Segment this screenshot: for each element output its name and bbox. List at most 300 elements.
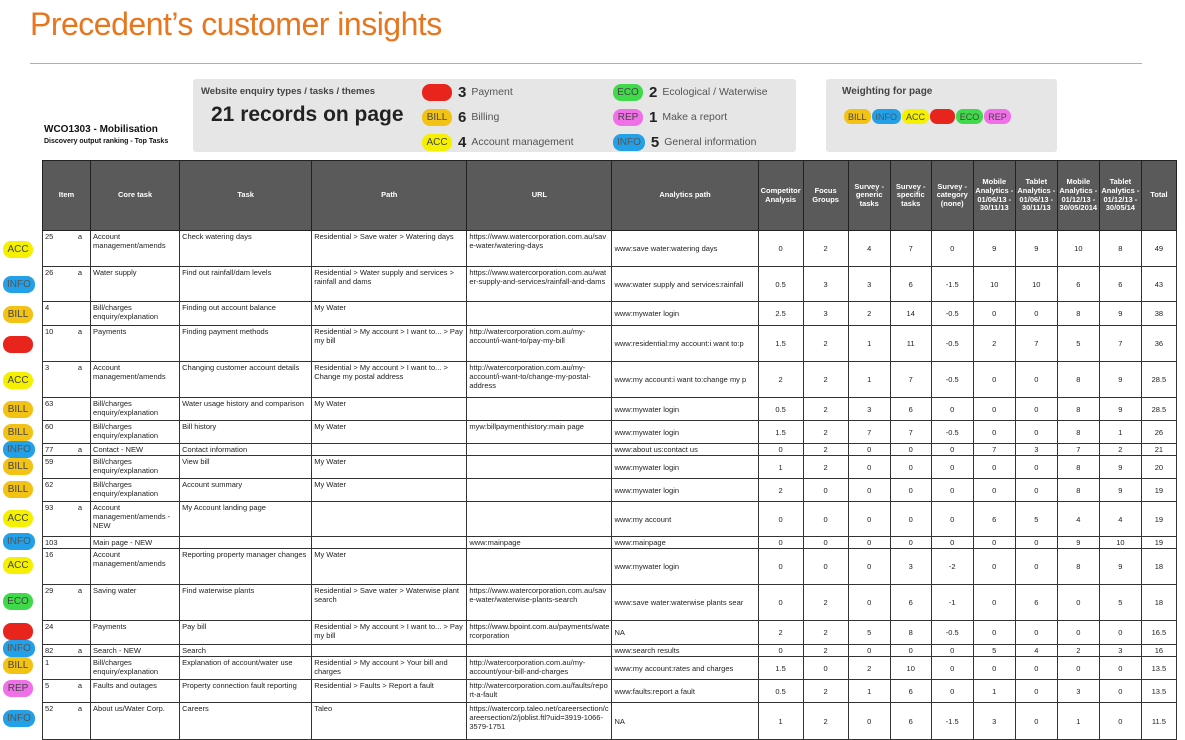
score-cell: 1 bbox=[848, 680, 890, 703]
path-cell: Residential > My account > Your bill and charges bbox=[312, 657, 467, 680]
item-number: 59 bbox=[45, 457, 54, 466]
task-cell: Pay bill bbox=[180, 621, 312, 645]
core-task-cell: Bill/charges enquiry/explanation bbox=[91, 302, 180, 326]
score-cell: 0 bbox=[1015, 621, 1057, 645]
task-cell: Find waterwise plants bbox=[180, 585, 312, 621]
item-number: 60 bbox=[45, 422, 54, 431]
enquiry-type-bill bbox=[422, 108, 499, 126]
analytics-path-cell: www:search results bbox=[612, 645, 758, 657]
score-cell: 0 bbox=[848, 645, 890, 657]
score-cell: 0 bbox=[973, 549, 1015, 585]
analytics-path-cell: NA bbox=[612, 703, 758, 740]
path-cell bbox=[312, 502, 467, 537]
item-number: 29 bbox=[45, 586, 54, 595]
item-cell bbox=[43, 421, 91, 444]
score-cell: 0 bbox=[931, 502, 973, 537]
score-cell: 7 bbox=[848, 421, 890, 444]
score-cell: 0 bbox=[848, 444, 890, 456]
column-header: Item bbox=[43, 161, 91, 231]
score-cell: 0.5 bbox=[758, 267, 803, 302]
score-cell: 10 bbox=[1015, 267, 1057, 302]
url-cell: myw:billpaymenthistory:main page bbox=[467, 421, 612, 444]
task-cell: Find out rainfall/dam levels bbox=[180, 267, 312, 302]
score-cell: 4 bbox=[848, 231, 890, 267]
item-number: 77 bbox=[45, 445, 54, 454]
enquiry-type-count: 6 bbox=[458, 108, 467, 126]
total-cell: 38 bbox=[1141, 302, 1176, 326]
score-cell: 2 bbox=[803, 456, 848, 479]
score-cell: 0 bbox=[1015, 537, 1057, 549]
score-cell: 3 bbox=[890, 549, 931, 585]
enquiry-type-count: 5 bbox=[650, 133, 660, 151]
score-cell: 6 bbox=[890, 703, 931, 740]
score-cell: 6 bbox=[890, 398, 931, 421]
item-sub: a bbox=[77, 503, 83, 512]
path-cell: Residential > Save water > Waterwise plant search bbox=[312, 585, 467, 621]
score-cell: 14 bbox=[890, 302, 931, 326]
table-row bbox=[43, 302, 1177, 326]
score-cell: 7 bbox=[890, 231, 931, 267]
total-cell: 18 bbox=[1141, 549, 1176, 585]
tag-badge-pay: PAY bbox=[422, 84, 452, 101]
score-cell: 0 bbox=[931, 231, 973, 267]
score-cell: 0 bbox=[890, 444, 931, 456]
score-cell: 2 bbox=[803, 444, 848, 456]
item-number: 4 bbox=[45, 303, 50, 312]
title-divider bbox=[30, 63, 1142, 64]
score-cell: 0 bbox=[758, 585, 803, 621]
score-cell: 0 bbox=[1015, 456, 1057, 479]
column-header: Total bbox=[1141, 161, 1176, 231]
score-cell: 0 bbox=[1015, 362, 1057, 398]
column-header: Survey - generic tasks bbox=[848, 161, 890, 231]
table-row bbox=[43, 680, 1177, 703]
tag-badge-bill: BILL bbox=[3, 657, 33, 674]
total-cell: 11.5 bbox=[1141, 703, 1176, 740]
score-cell: 0 bbox=[973, 621, 1015, 645]
task-cell: Search bbox=[180, 645, 312, 657]
column-header: Path bbox=[312, 161, 467, 231]
score-cell: 0 bbox=[1099, 703, 1141, 740]
item-sub: a bbox=[77, 363, 83, 372]
score-cell: 0 bbox=[848, 537, 890, 549]
url-cell bbox=[467, 398, 612, 421]
column-header: Focus Groups bbox=[803, 161, 848, 231]
analytics-path-cell: www:mainpage bbox=[612, 537, 758, 549]
score-cell: 9 bbox=[1099, 549, 1141, 585]
path-cell: Residential > Water supply and services > rainfall and dams bbox=[312, 267, 467, 302]
total-cell: 36 bbox=[1141, 326, 1176, 362]
path-cell bbox=[312, 645, 467, 657]
score-cell: 0 bbox=[758, 444, 803, 456]
tag-badge-bill: BILL bbox=[3, 306, 33, 323]
score-cell: 11 bbox=[890, 326, 931, 362]
task-cell: Finding payment methods bbox=[180, 326, 312, 362]
score-cell: 6 bbox=[1015, 585, 1057, 621]
score-cell: 1 bbox=[1057, 703, 1099, 740]
item-cell bbox=[43, 657, 91, 680]
task-cell: Careers bbox=[180, 703, 312, 740]
url-cell: http://watercorporation.com.au/my-account/your-bill-and-charges bbox=[467, 657, 612, 680]
analytics-path-cell: NA bbox=[612, 621, 758, 645]
table-row bbox=[43, 362, 1177, 398]
score-cell: 2 bbox=[803, 621, 848, 645]
tag-badge-rep: REP bbox=[3, 680, 33, 697]
score-cell: 0 bbox=[803, 479, 848, 502]
total-cell: 19 bbox=[1141, 537, 1176, 549]
analytics-path-cell: www:mywater login bbox=[612, 479, 758, 502]
item-cell bbox=[43, 479, 91, 502]
score-cell: 0 bbox=[848, 502, 890, 537]
total-cell: 20 bbox=[1141, 456, 1176, 479]
score-cell: 7 bbox=[1015, 326, 1057, 362]
score-cell: 0 bbox=[973, 421, 1015, 444]
enquiry-type-label: Account management bbox=[471, 136, 574, 148]
tag-badge-bill: BILL bbox=[3, 458, 33, 475]
core-task-cell: Main page - NEW bbox=[91, 537, 180, 549]
weighting-heading: Weighting for page bbox=[842, 86, 933, 97]
table-row bbox=[43, 326, 1177, 362]
score-cell: 2 bbox=[803, 362, 848, 398]
score-cell: 5 bbox=[848, 621, 890, 645]
table-row bbox=[43, 645, 1177, 657]
score-cell: 6 bbox=[1057, 267, 1099, 302]
score-cell: 0 bbox=[758, 549, 803, 585]
item-sub: a bbox=[77, 586, 83, 595]
table-row bbox=[43, 456, 1177, 479]
score-cell: 0 bbox=[848, 479, 890, 502]
task-cell: Contact information bbox=[180, 444, 312, 456]
tag-badge-pay: PAY bbox=[3, 336, 33, 353]
analytics-path-cell: www:my account:rates and charges bbox=[612, 657, 758, 680]
table-row bbox=[43, 537, 1177, 549]
score-cell: 0 bbox=[1015, 680, 1057, 703]
tag-badge-rep: REP bbox=[613, 109, 643, 126]
item-cell bbox=[43, 703, 91, 740]
tag-badge-acc: ACC bbox=[3, 557, 33, 574]
item-number: 16 bbox=[45, 550, 54, 559]
score-cell: -0.5 bbox=[931, 621, 973, 645]
score-cell: 1 bbox=[1099, 421, 1141, 444]
score-cell: -0.5 bbox=[931, 362, 973, 398]
item-number: 1 bbox=[45, 658, 50, 667]
core-task-cell: Payments bbox=[91, 621, 180, 645]
score-cell: 2 bbox=[1099, 444, 1141, 456]
score-cell: 0 bbox=[973, 585, 1015, 621]
score-cell: 8 bbox=[1057, 549, 1099, 585]
analytics-path-cell: www:my account:i want to:change my p bbox=[612, 362, 758, 398]
path-cell: Taleo bbox=[312, 703, 467, 740]
summary-heading: Website enquiry types / tasks / themes bbox=[201, 86, 376, 97]
score-cell: 0 bbox=[758, 231, 803, 267]
url-cell: https://www.watercorporation.com.au/water-supply-and-services/rainfall-and-dams bbox=[467, 267, 612, 302]
tag-badge-info: INFO bbox=[613, 134, 645, 151]
score-cell: 3 bbox=[1057, 680, 1099, 703]
score-cell: 0 bbox=[1015, 549, 1057, 585]
score-cell: 1.5 bbox=[758, 421, 803, 444]
url-cell: http://watercorporation.com.au/faults/report-a-fault bbox=[467, 680, 612, 703]
tag-badge-acc: ACC bbox=[3, 510, 33, 527]
task-cell: My Account landing page bbox=[180, 502, 312, 537]
tag-badge-rep: REP bbox=[984, 109, 1011, 124]
item-cell bbox=[43, 680, 91, 703]
score-cell: 1 bbox=[758, 456, 803, 479]
url-cell bbox=[467, 302, 612, 326]
table-row bbox=[43, 549, 1177, 585]
item-sub: a bbox=[77, 327, 83, 336]
path-cell: My Water bbox=[312, 479, 467, 502]
core-task-cell: Account management/amends bbox=[91, 549, 180, 585]
table-row bbox=[43, 231, 1177, 267]
table-row bbox=[43, 703, 1177, 740]
table-row bbox=[43, 502, 1177, 537]
item-cell bbox=[43, 267, 91, 302]
score-cell: 5 bbox=[1099, 585, 1141, 621]
enquiry-type-count: 2 bbox=[649, 83, 658, 101]
score-cell: 0 bbox=[973, 479, 1015, 502]
task-cell: Reporting property manager changes bbox=[180, 549, 312, 585]
score-cell: 1 bbox=[758, 703, 803, 740]
path-cell: Residential > My account > I want to... > Pay my bill bbox=[312, 326, 467, 362]
score-cell: 0 bbox=[848, 703, 890, 740]
score-cell: 9 bbox=[1099, 302, 1141, 326]
score-cell: 0 bbox=[1015, 302, 1057, 326]
score-cell: 8 bbox=[1057, 302, 1099, 326]
item-cell bbox=[43, 326, 91, 362]
score-cell: 8 bbox=[1057, 421, 1099, 444]
score-cell: 3 bbox=[848, 267, 890, 302]
score-cell: 7 bbox=[1099, 326, 1141, 362]
score-cell: 0 bbox=[890, 537, 931, 549]
path-cell: My Water bbox=[312, 398, 467, 421]
score-cell: 2 bbox=[848, 657, 890, 680]
analytics-path-cell: www:mywater login bbox=[612, 421, 758, 444]
column-header: Mobile Analytics - 01/06/13 - 30/11/13 bbox=[973, 161, 1015, 231]
score-cell: 3 bbox=[973, 703, 1015, 740]
score-cell: 0 bbox=[890, 479, 931, 502]
column-header: Tablet Analytics - 01/12/13 - 30/05/14 bbox=[1099, 161, 1141, 231]
score-cell: 0 bbox=[931, 456, 973, 479]
path-cell: Residential > Save water > Watering days bbox=[312, 231, 467, 267]
score-cell: 1 bbox=[848, 326, 890, 362]
score-cell: 2 bbox=[758, 621, 803, 645]
score-cell: 0 bbox=[758, 502, 803, 537]
score-cell: 0 bbox=[848, 585, 890, 621]
enquiry-type-pay bbox=[422, 83, 513, 101]
item-number: 5 bbox=[45, 681, 50, 690]
score-cell: 0 bbox=[931, 479, 973, 502]
analytics-path-cell: www:mywater login bbox=[612, 302, 758, 326]
enquiry-type-count: 1 bbox=[649, 108, 658, 126]
url-cell bbox=[467, 502, 612, 537]
core-task-cell: Bill/charges enquiry/explanation bbox=[91, 456, 180, 479]
total-cell: 21 bbox=[1141, 444, 1176, 456]
url-cell bbox=[467, 456, 612, 479]
path-cell: Residential > My account > I want to... > Pay my bill bbox=[312, 621, 467, 645]
total-cell: 49 bbox=[1141, 231, 1176, 267]
enquiry-type-eco bbox=[613, 83, 768, 101]
score-cell: 9 bbox=[1057, 537, 1099, 549]
item-number: 26 bbox=[45, 268, 54, 277]
total-cell: 13.5 bbox=[1141, 680, 1176, 703]
item-sub: a bbox=[77, 268, 83, 277]
tag-badge-info: INFO bbox=[872, 109, 902, 124]
score-cell: 0 bbox=[931, 398, 973, 421]
score-cell: 3 bbox=[803, 302, 848, 326]
score-cell: 2 bbox=[803, 421, 848, 444]
score-cell: 0 bbox=[803, 549, 848, 585]
score-cell: 8 bbox=[1057, 456, 1099, 479]
score-cell: 5 bbox=[1057, 326, 1099, 362]
item-sub: a bbox=[77, 646, 83, 655]
score-cell: 6 bbox=[890, 680, 931, 703]
score-cell: -1.5 bbox=[931, 703, 973, 740]
path-cell: My Water bbox=[312, 549, 467, 585]
document-id: WCO1303 - Mobilisation bbox=[44, 124, 158, 135]
tag-badge-eco: ECO bbox=[3, 593, 33, 610]
table-row bbox=[43, 398, 1177, 421]
column-header: Analytics path bbox=[612, 161, 758, 231]
score-cell: 10 bbox=[973, 267, 1015, 302]
analytics-path-cell: www:mywater login bbox=[612, 549, 758, 585]
url-cell: https://www.bpoint.com.au/payments/watercorporation bbox=[467, 621, 612, 645]
score-cell: 8 bbox=[1057, 362, 1099, 398]
path-cell bbox=[312, 444, 467, 456]
task-cell: Water usage history and comparison bbox=[180, 398, 312, 421]
enquiry-type-info bbox=[613, 133, 756, 151]
analytics-path-cell: www:water supply and services:rainfall bbox=[612, 267, 758, 302]
score-cell: 0 bbox=[758, 645, 803, 657]
item-cell bbox=[43, 645, 91, 657]
score-cell: 0 bbox=[1015, 657, 1057, 680]
table-row bbox=[43, 479, 1177, 502]
task-cell: Bill history bbox=[180, 421, 312, 444]
score-cell: 10 bbox=[1057, 231, 1099, 267]
analytics-path-cell: www:mywater login bbox=[612, 398, 758, 421]
item-sub: a bbox=[77, 704, 83, 713]
score-cell: 0 bbox=[758, 537, 803, 549]
score-cell: 9 bbox=[1015, 231, 1057, 267]
score-cell: 0 bbox=[973, 362, 1015, 398]
core-task-cell: Bill/charges enquiry/explanation bbox=[91, 421, 180, 444]
tag-badge-info: INFO bbox=[3, 441, 35, 458]
task-cell: View bill bbox=[180, 456, 312, 479]
path-cell: My Water bbox=[312, 456, 467, 479]
score-cell: 0 bbox=[1099, 680, 1141, 703]
score-cell: 9 bbox=[1099, 479, 1141, 502]
item-number: 63 bbox=[45, 399, 54, 408]
total-cell: 26 bbox=[1141, 421, 1176, 444]
score-cell: 0 bbox=[1057, 657, 1099, 680]
score-cell: 2 bbox=[1057, 645, 1099, 657]
task-cell: Finding out account balance bbox=[180, 302, 312, 326]
core-task-cell: Water supply bbox=[91, 267, 180, 302]
weighting-panel bbox=[826, 79, 1057, 152]
analytics-path-cell: www:about us:contact us bbox=[612, 444, 758, 456]
table-row bbox=[43, 585, 1177, 621]
item-number: 25 bbox=[45, 232, 54, 241]
tag-badge-bill: BILL bbox=[3, 424, 33, 441]
item-number: 62 bbox=[45, 480, 54, 489]
score-cell: 7 bbox=[890, 421, 931, 444]
score-cell: 9 bbox=[1099, 398, 1141, 421]
total-cell: 28.5 bbox=[1141, 398, 1176, 421]
url-cell: www:mainpage bbox=[467, 537, 612, 549]
score-cell: 5 bbox=[1015, 502, 1057, 537]
score-cell: 0 bbox=[1057, 621, 1099, 645]
item-cell bbox=[43, 456, 91, 479]
score-cell: 2 bbox=[848, 302, 890, 326]
score-cell: 0 bbox=[890, 502, 931, 537]
enquiry-type-label: Billing bbox=[471, 111, 500, 123]
tag-badge-eco: ECO bbox=[613, 84, 643, 101]
tag-badge-acc: ACC bbox=[3, 241, 33, 258]
score-cell: 2 bbox=[803, 703, 848, 740]
score-cell: 6 bbox=[973, 502, 1015, 537]
item-number: 82 bbox=[45, 646, 54, 655]
score-cell: 1 bbox=[848, 362, 890, 398]
path-cell bbox=[312, 537, 467, 549]
weighting-tags bbox=[844, 109, 1011, 124]
tag-badge-bill: BILL bbox=[3, 481, 33, 498]
score-cell: -0.5 bbox=[931, 326, 973, 362]
top-tasks-table bbox=[42, 160, 1177, 740]
score-cell: 0 bbox=[848, 549, 890, 585]
table-row bbox=[43, 444, 1177, 456]
table-row bbox=[43, 621, 1177, 645]
total-cell: 18 bbox=[1141, 585, 1176, 621]
task-cell: Explanation of account/water use bbox=[180, 657, 312, 680]
core-task-cell: Bill/charges enquiry/explanation bbox=[91, 398, 180, 421]
score-cell: 2 bbox=[803, 585, 848, 621]
score-cell: 10 bbox=[890, 657, 931, 680]
tag-badge-acc: ACC bbox=[422, 134, 452, 151]
item-cell bbox=[43, 398, 91, 421]
score-cell: 6 bbox=[890, 267, 931, 302]
item-cell bbox=[43, 537, 91, 549]
score-cell: 0 bbox=[973, 456, 1015, 479]
document-subtitle: Discovery output ranking - Top Tasks bbox=[44, 138, 169, 145]
score-cell: 0 bbox=[973, 398, 1015, 421]
item-number: 3 bbox=[45, 363, 50, 372]
column-header: Task bbox=[180, 161, 312, 231]
score-cell: 0 bbox=[973, 657, 1015, 680]
score-cell: 2 bbox=[758, 362, 803, 398]
item-number: 24 bbox=[45, 622, 54, 631]
core-task-cell: Contact - NEW bbox=[91, 444, 180, 456]
analytics-path-cell: www:save water:watering days bbox=[612, 231, 758, 267]
score-cell: 0 bbox=[1099, 657, 1141, 680]
url-cell: http://watercorporation.com.au/my-account/i-want-to/pay-my-bill bbox=[467, 326, 612, 362]
score-cell: 2 bbox=[803, 645, 848, 657]
score-cell: 9 bbox=[1099, 456, 1141, 479]
analytics-path-cell: www:save water:waterwise plants sear bbox=[612, 585, 758, 621]
core-task-cell: Faults and outages bbox=[91, 680, 180, 703]
score-cell: 0 bbox=[1099, 621, 1141, 645]
score-cell: 0 bbox=[848, 456, 890, 479]
score-cell: -0.5 bbox=[931, 421, 973, 444]
score-cell: 0 bbox=[931, 537, 973, 549]
url-cell bbox=[467, 549, 612, 585]
enquiry-type-label: General information bbox=[664, 136, 757, 148]
score-cell: 2 bbox=[803, 231, 848, 267]
item-cell bbox=[43, 362, 91, 398]
score-cell: -0.5 bbox=[931, 302, 973, 326]
enquiry-type-count: 3 bbox=[458, 83, 467, 101]
column-header: URL bbox=[467, 161, 612, 231]
score-cell: 3 bbox=[1015, 444, 1057, 456]
path-cell: My Water bbox=[312, 421, 467, 444]
